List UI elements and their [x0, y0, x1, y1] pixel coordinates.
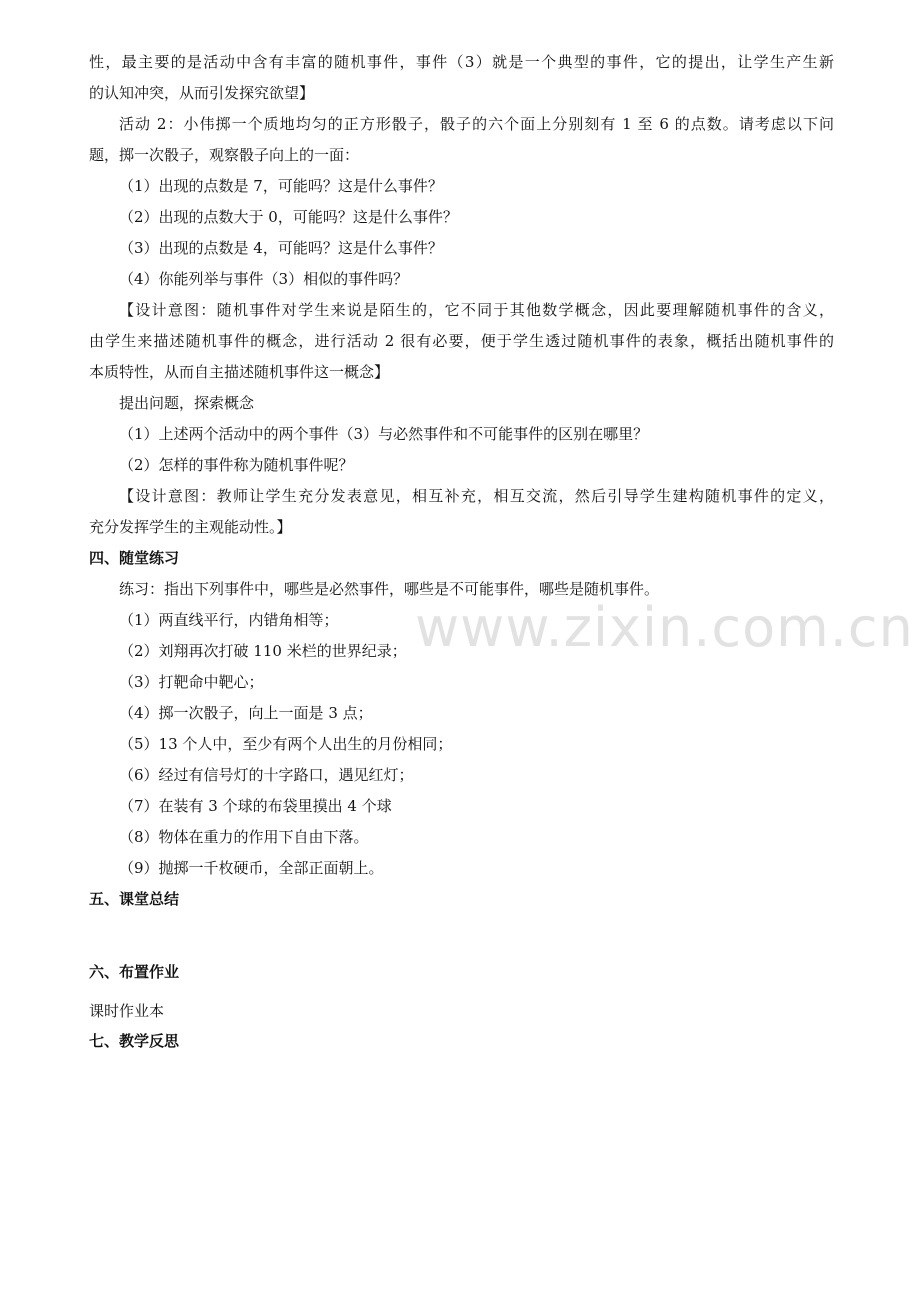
paragraph-line: 的认知冲突，从而引发探究欲望】	[89, 84, 315, 102]
exercise-item: （4）掷一次骰子，向上一面是 3 点；	[119, 704, 373, 722]
section-heading: 六、布置作业	[89, 963, 180, 981]
design-intent-line: 充分发挥学生的主观能动性。】	[89, 518, 292, 536]
explore-title: 提出问题，探索概念	[119, 394, 255, 412]
section-heading: 四、随堂练习	[89, 549, 180, 567]
homework-text: 课时作业本	[89, 1002, 165, 1020]
exercise-item: （7）在装有 3 个球的布袋里摸出 4 个球	[119, 797, 392, 815]
exercise-intro: 练习：指出下列事件中，哪些是必然事件，哪些是不可能事件，哪些是随机事件。	[119, 580, 660, 598]
watermark: www.zixin.com.cn	[415, 596, 914, 659]
question-item: （2）出现的点数大于 0，可能吗？这是什么事件？	[119, 208, 458, 226]
exercise-item: （2）刘翔再次打破 110 米栏的世界纪录；	[119, 642, 407, 660]
exercise-item: （1）两直线平行，内错角相等；	[119, 611, 339, 629]
section-heading: 七、教学反思	[89, 1032, 180, 1050]
design-intent-line: 本质特性，从而自主描述随机事件这一概念】	[89, 363, 390, 381]
activity-2-line: 题，掷一次骰子，观察骰子向上的一面：	[89, 146, 360, 164]
paragraph-line: 性，最主要的是活动中含有丰富的随机事件，事件（3）就是一个典型的事件，它的提出，让学生产生新	[89, 53, 834, 71]
section-heading: 五、课堂总结	[89, 890, 180, 908]
exercise-item: （9）抛掷一千枚硬币，全部正面朝上。	[119, 859, 384, 877]
question-item: （4）你能列举与事件（3）相似的事件吗？	[119, 270, 409, 288]
exercise-item: （6）经过有信号灯的十字路口，遇见红灯；	[119, 766, 414, 784]
question-item: （1）上述两个活动中的两个事件（3）与必然事件和不可能事件的区别在哪里？	[119, 425, 649, 443]
exercise-item: （8）物体在重力的作用下自由下落。	[119, 828, 369, 846]
question-item: （3）出现的点数是 4，可能吗？这是什么事件？	[119, 239, 443, 257]
exercise-item: （5）13 个人中，至少有两个人出生的月份相同；	[119, 735, 453, 753]
design-intent-line: 由学生来描述随机事件的概念，进行活动 2 很有必要，便于学生透过随机事件的表象，概括出随机事件的	[89, 332, 834, 350]
design-intent-line: 【设计意图：随机事件对学生来说是陌生的，它不同于其他数学概念，因此要理解随机事件的含义，	[119, 301, 834, 319]
design-intent-line: 【设计意图：教师让学生充分发表意见，相互补充，相互交流，然后引导学生建构随机事件的定义，	[119, 487, 834, 505]
activity-2-line: 活动 2：小伟掷一个质地均匀的正方形骰子，骰子的六个面上分别刻有 1 至 6 的点数。请考虑以下问	[119, 115, 834, 133]
exercise-item: （3）打靶命中靶心；	[119, 673, 264, 691]
question-item: （2）怎样的事件称为随机事件呢？	[119, 456, 354, 474]
question-item: （1）出现的点数是 7，可能吗？这是什么事件？	[119, 177, 443, 195]
